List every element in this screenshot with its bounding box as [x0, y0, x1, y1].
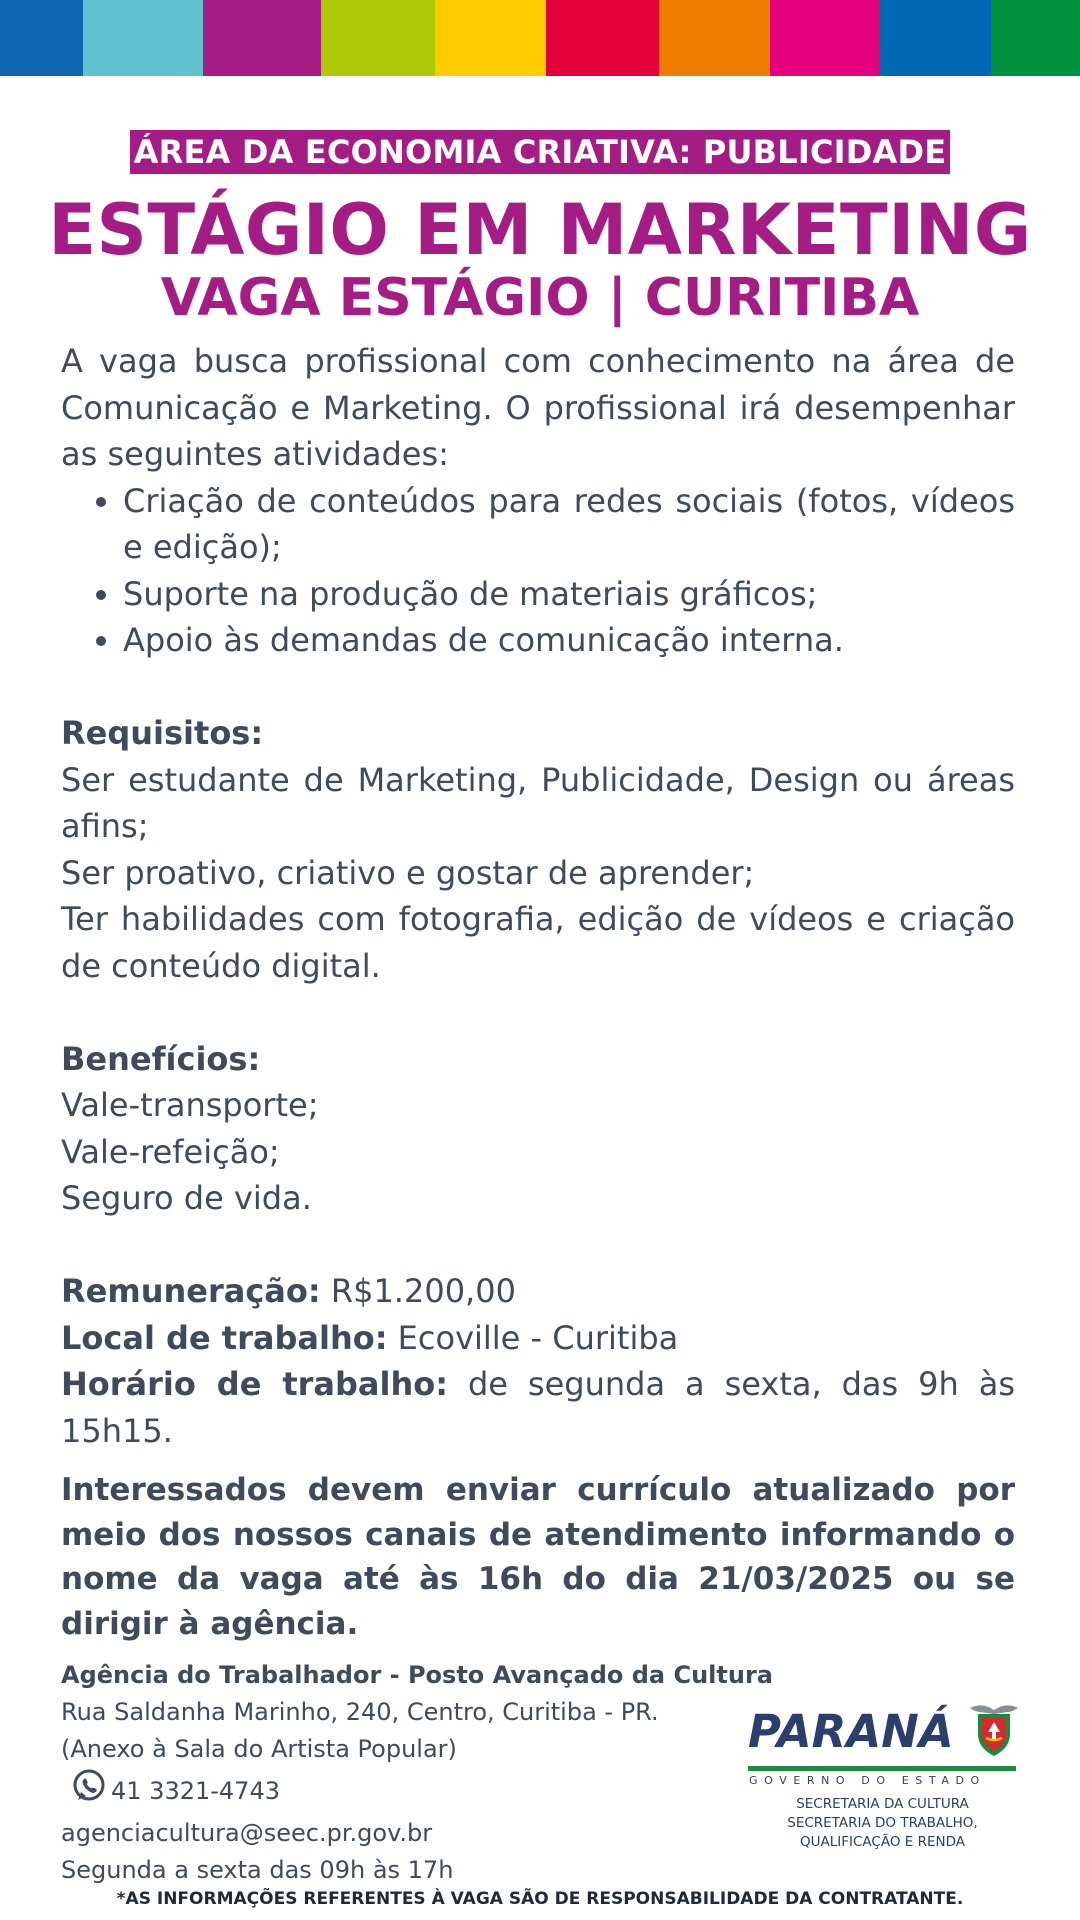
- color-stripe: [0, 0, 83, 76]
- color-stripe: [880, 0, 991, 76]
- color-stripe: [991, 0, 1080, 76]
- hours-line: [61, 1361, 1015, 1454]
- color-stripe-bar: [0, 0, 1080, 76]
- logo-wordmark: PARANÁ: [748, 1705, 954, 1758]
- location-value: Ecoville - Curitiba: [387, 1318, 679, 1357]
- benefit-item: Vale-refeição;: [61, 1132, 280, 1171]
- logo-government: GOVERNO DO ESTADO: [749, 1774, 986, 1787]
- hours-label: Horário de trabalho:: [61, 1365, 449, 1403]
- hours-value: de segunda a sexta, das 9h às 15h15.: [61, 1365, 1016, 1450]
- color-stripe: [83, 0, 203, 76]
- requirement-item: Ter habilidades com fotografia, edição de vídeos e criação de conteúdo digital.: [61, 900, 1015, 985]
- agency-annex: (Anexo à Sala do Artista Popular): [61, 1735, 457, 1763]
- list-item: • Criação de conteúdos para redes sociais (fotos, vídeos e edição);: [123, 478, 1015, 571]
- logo-secretariat: [745, 1795, 1020, 1852]
- job-description: [61, 338, 1015, 1454]
- secretariat-labor-2: QUALIFICAÇÃO E RENDA: [800, 1834, 965, 1850]
- benefit-item: Seguro de vida.: [61, 1179, 312, 1217]
- call-to-action: Interessados devem enviar currículo atualizado por meio dos nossos canais de atendimento informando o nome da vaga até às 16h do dia 21/03/2025 ou se dirigir à agência.: [61, 1472, 1015, 1642]
- category-tag: ÁREA DA ECONOMIA CRIATIVA: PUBLICIDADE: [130, 130, 951, 174]
- color-stripe: [203, 0, 321, 76]
- color-stripe: [546, 0, 659, 76]
- location-label: Local de trabalho:: [61, 1318, 388, 1357]
- benefits-heading: Benefícios:: [61, 1039, 261, 1078]
- phone-number: 41 3321-4743: [111, 1777, 280, 1805]
- requirement-item: Ser estudante de Marketing, Publicidade, Design ou áreas afins;: [61, 760, 1015, 845]
- color-stripe: [659, 0, 770, 76]
- whatsapp-icon: [71, 1768, 111, 1815]
- office-hours: Segunda a sexta das 09h às 17h: [61, 1856, 454, 1884]
- page-title: ESTÁGIO EM MARKETING: [48, 189, 1032, 271]
- page-subtitle: VAGA ESTÁGIO | CURITIBA: [160, 268, 920, 328]
- requirement-item: Ser proativo, criativo e gostar de aprender;: [61, 853, 755, 892]
- activities-list: [61, 478, 1015, 664]
- disclaimer-footer: *AS INFORMAÇÕES REFERENTES À VAGA SÃO DE RESPONSABILIDADE DA CONTRATANTE.: [116, 1889, 964, 1909]
- agency-address: Rua Saldanha Marinho, 240, Centro, Curitiba - PR.: [61, 1698, 659, 1726]
- requirements-heading: Requisitos:: [61, 714, 264, 752]
- color-stripe: [770, 0, 880, 76]
- phone-row[interactable]: [61, 1768, 761, 1815]
- logo-divider: [748, 1766, 1016, 1771]
- list-item: • Suporte na produção de materiais gráficos;: [123, 571, 1015, 618]
- contact-block: [61, 1657, 773, 1889]
- intro-text: A vaga busca profissional com conhecimento na área de Comunicação e Marketing. O profissional irá desempenhar as seguintes atividades:: [61, 342, 1015, 473]
- list-item: • Apoio às demandas de comunicação interna.: [123, 617, 1015, 664]
- secretariat-labor-1: SECRETARIA DO TRABALHO,: [787, 1815, 978, 1831]
- agency-name: Agência do Trabalhador - Posto Avançado da Cultura: [61, 1661, 773, 1689]
- salary-label: Remuneração:: [61, 1272, 321, 1310]
- location-line: [61, 1315, 1015, 1362]
- category-tag-wrap: [0, 130, 1080, 174]
- coat-of-arms-icon: [968, 1700, 1020, 1764]
- parana-government-logo: [745, 1700, 1020, 1852]
- salary-value: R$1.200,00: [320, 1272, 516, 1310]
- benefit-item: Vale-transporte;: [61, 1086, 319, 1124]
- secretariat-culture: SECRETARIA DA CULTURA: [796, 1796, 969, 1812]
- color-stripe: [435, 0, 546, 76]
- color-stripe: [321, 0, 435, 76]
- salary-line: [61, 1268, 1015, 1315]
- email-link[interactable]: agenciacultura@seec.pr.gov.br: [61, 1819, 433, 1847]
